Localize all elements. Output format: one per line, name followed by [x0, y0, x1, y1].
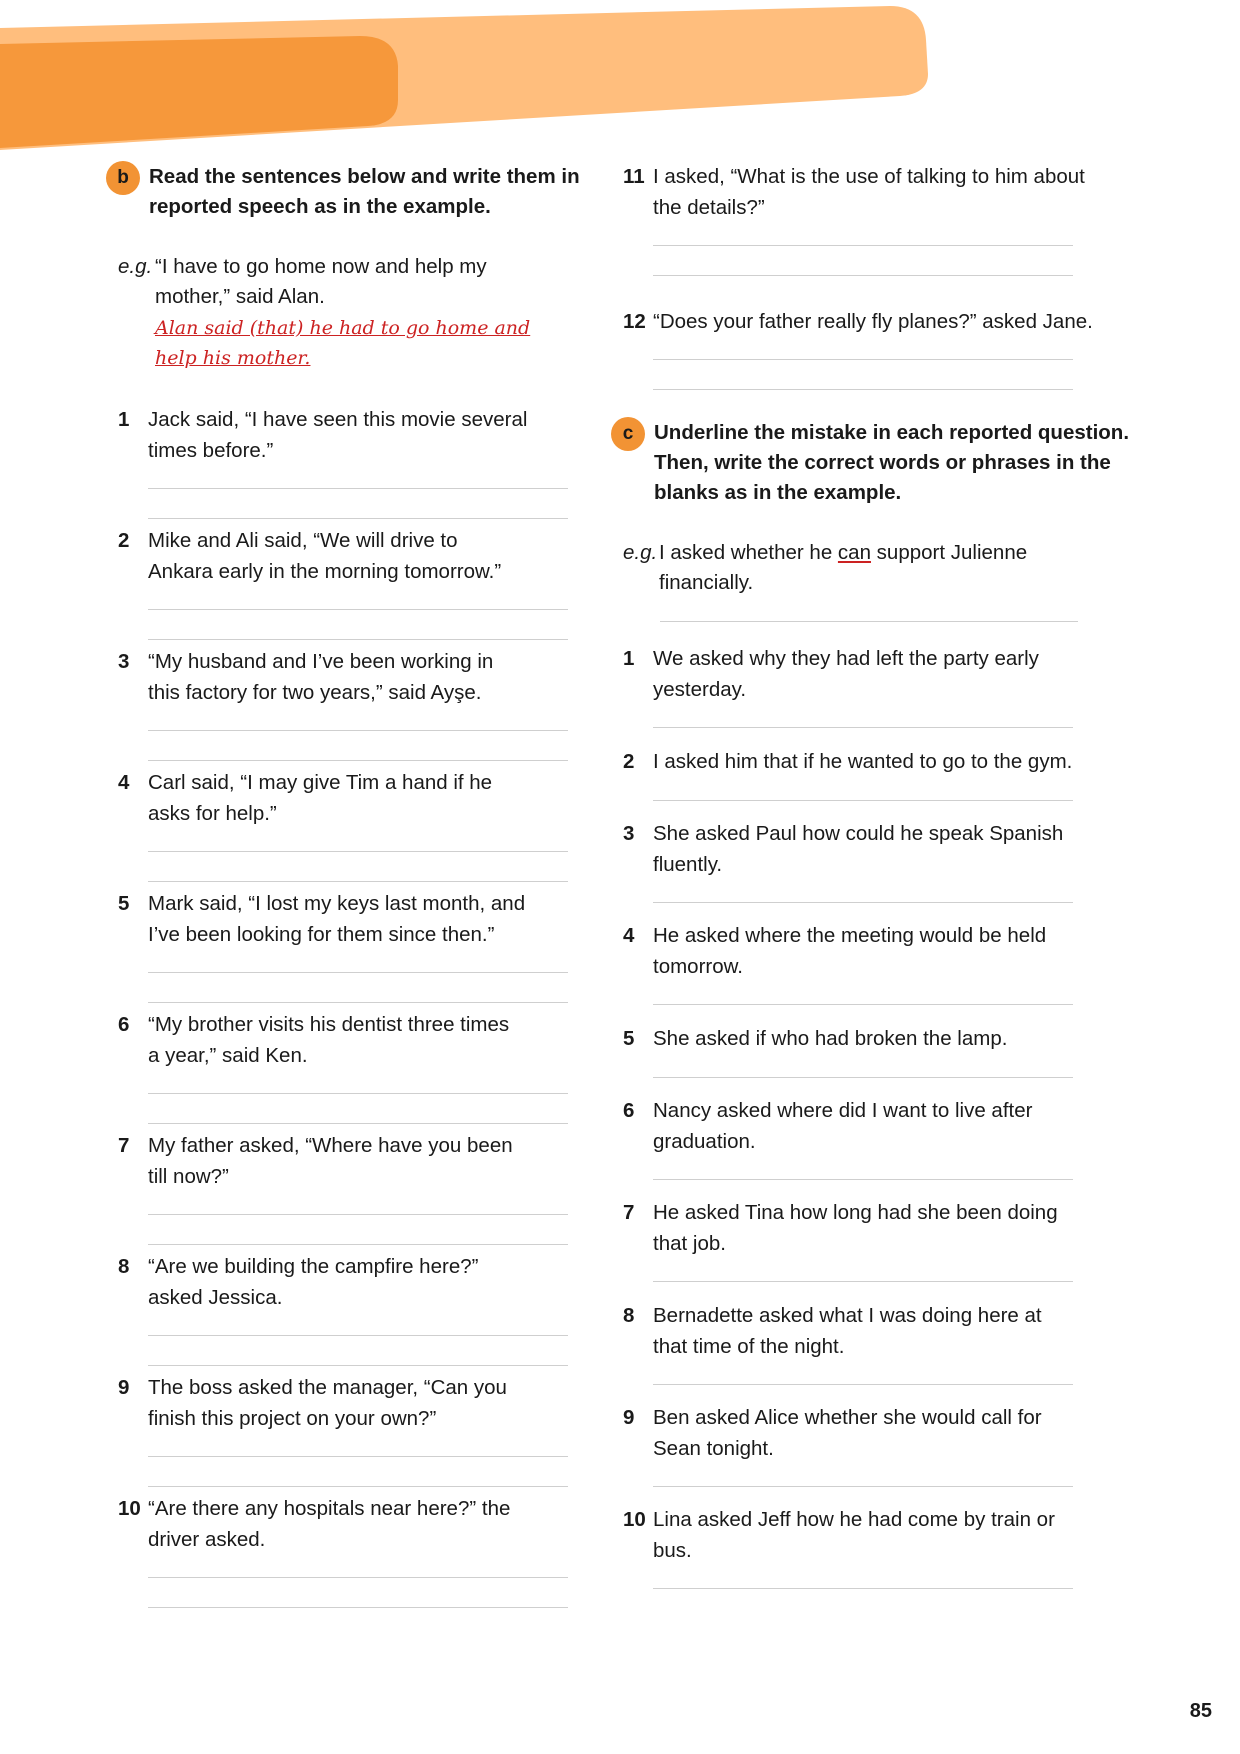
answer-line[interactable] [653, 359, 1073, 360]
question-text-line: My father asked, “Where have you been [148, 1134, 513, 1157]
question-number: 7 [623, 1201, 635, 1224]
answer-line[interactable] [148, 881, 568, 882]
question-number: 1 [118, 408, 130, 431]
question-text-line: till now?” [148, 1164, 229, 1188]
answer-line[interactable] [148, 1244, 568, 1245]
section-c-badge: c [611, 417, 645, 451]
question-text-line: She asked Paul how could he speak Spanish [653, 822, 1064, 845]
question-text-line: She asked if who had broken the lamp. [653, 1027, 1008, 1050]
question-text-line: that time of the night. [653, 1334, 845, 1358]
answer-line[interactable] [148, 1486, 568, 1487]
answer-line[interactable] [653, 1486, 1073, 1487]
question-number: 5 [118, 892, 130, 915]
question-text-line: bus. [653, 1538, 692, 1562]
question-text-line: tomorrow. [653, 954, 743, 978]
answer-line[interactable] [660, 621, 1078, 622]
answer-line[interactable] [653, 275, 1073, 276]
question-text-line: Mark said, “I lost my keys last month, and [148, 892, 526, 915]
question-text-line: asks for help.” [148, 801, 277, 825]
question-number: 5 [623, 1027, 635, 1050]
question-text-line: “Does your father really fly planes?” asked Jane. [653, 310, 1093, 333]
question-text-line: Ankara early in the morning tomorrow.” [148, 559, 502, 583]
answer-line[interactable] [653, 902, 1073, 903]
question-text-line: We asked why they had left the party early [653, 647, 1039, 670]
question-number: 9 [118, 1376, 130, 1399]
question-text-line: The boss asked the manager, “Can you [148, 1376, 507, 1399]
question-number: 8 [623, 1304, 635, 1327]
question-number: 2 [623, 750, 635, 773]
question-text-line: He asked Tina how long had she been doing [653, 1201, 1058, 1224]
question-number: 8 [118, 1255, 130, 1278]
answer-line[interactable] [148, 1577, 568, 1578]
answer-line[interactable] [148, 730, 568, 731]
answer-line[interactable] [653, 727, 1073, 728]
example-answer-line-1: Alan said (that) he had to go home and [155, 317, 531, 339]
question-text-line: graduation. [653, 1129, 756, 1153]
question-number: 3 [623, 822, 635, 845]
question-text-line: finish this project on your own?” [148, 1406, 437, 1430]
example-c-mistake: can [837, 541, 871, 564]
answer-line[interactable] [148, 1335, 568, 1336]
example-c-label: e.g. [623, 541, 658, 564]
section-b-instruction-line-1: Read the sentences below and write them in [149, 165, 580, 188]
example-answer-line-2: help his mother. [155, 347, 311, 369]
question-text-line: Jack said, “I have seen this movie several [148, 408, 528, 431]
question-number: 4 [118, 771, 130, 794]
question-text-line: I asked, “What is the use of talking to him about [653, 165, 1085, 188]
answer-line[interactable] [653, 1179, 1073, 1180]
question-number: 4 [623, 924, 635, 947]
question-number: 2 [118, 529, 130, 552]
answer-line[interactable] [148, 639, 568, 640]
question-number: 12 [623, 310, 646, 333]
question-text-line: Bernadette asked what I was doing here at [653, 1304, 1042, 1327]
banner-dark-stripe [0, 36, 398, 148]
answer-line[interactable] [653, 1384, 1073, 1385]
question-text-line: Carl said, “I may give Tim a hand if he [148, 771, 493, 794]
question-number: 7 [118, 1134, 130, 1157]
question-number: 6 [623, 1099, 635, 1122]
question-text-line: yesterday. [653, 677, 747, 701]
question-number: 11 [623, 165, 645, 188]
question-text-line: “Are we building the campfire here?” [148, 1255, 479, 1278]
section-b-badge: b [106, 161, 140, 195]
question-text-line: I asked him that if he wanted to go to the gym. [653, 750, 1073, 773]
question-text-line: Mike and Ali said, “We will drive to [148, 529, 458, 552]
question-text-line: Nancy asked where did I want to live after [653, 1099, 1033, 1122]
answer-line[interactable] [653, 800, 1073, 801]
answer-line[interactable] [653, 245, 1073, 246]
answer-line[interactable] [148, 518, 568, 519]
answer-line[interactable] [148, 760, 568, 761]
answer-line[interactable] [148, 1214, 568, 1215]
question-text-line: fluently. [653, 852, 723, 876]
answer-line[interactable] [148, 609, 568, 610]
question-text-line: this factory for two years,” said Ayşe. [148, 680, 482, 704]
question-text-line: Sean tonight. [653, 1436, 774, 1460]
answer-line[interactable] [653, 1281, 1073, 1282]
section-c-instruction-line-3: blanks as in the example. [654, 481, 902, 504]
question-number: 10 [623, 1508, 646, 1531]
question-text-line: the details?” [653, 195, 765, 219]
answer-line[interactable] [148, 1365, 568, 1366]
section-b-instruction-line-2: reported speech as in the example. [149, 195, 491, 218]
answer-line[interactable] [653, 1588, 1073, 1589]
question-text-line: Lina asked Jeff how he had come by train or [653, 1508, 1055, 1531]
answer-line[interactable] [148, 1123, 568, 1124]
answer-line[interactable] [148, 488, 568, 489]
question-number: 10 [118, 1497, 141, 1520]
answer-line[interactable] [653, 1004, 1073, 1005]
question-text-line: Ben asked Alice whether she would call for [653, 1406, 1042, 1429]
answer-line[interactable] [148, 972, 568, 973]
answer-line[interactable] [653, 1077, 1073, 1078]
question-text-line: a year,” said Ken. [148, 1043, 308, 1067]
section-c-instruction-line-1: Underline the mistake in each reported question. [654, 421, 1130, 444]
answer-line[interactable] [653, 389, 1073, 390]
question-text-line: I’ve been looking for them since then.” [148, 922, 495, 946]
question-number: 6 [118, 1013, 130, 1036]
question-text-line: “My husband and I’ve been working in [148, 650, 494, 673]
question-text-line: driver asked. [148, 1527, 266, 1551]
question-number: 1 [623, 647, 635, 670]
answer-line[interactable] [148, 1456, 568, 1457]
example-c-line-2: financially. [659, 571, 754, 594]
example-line-1: “I have to go home now and help my [155, 255, 487, 278]
section-c-instruction-line-2: Then, write the correct words or phrases in the [654, 451, 1111, 474]
question-number: 9 [623, 1406, 635, 1429]
question-text-line: times before.” [148, 438, 274, 462]
example-line-2: mother,” said Alan. [155, 285, 325, 308]
page-number: 85 [1189, 1700, 1212, 1722]
header-banner [0, 0, 1240, 160]
question-text-line: “My brother visits his dentist three times [148, 1013, 510, 1036]
question-text-line: asked Jessica. [148, 1285, 283, 1309]
answer-line[interactable] [148, 851, 568, 852]
question-text-line: “Are there any hospitals near here?” the [148, 1497, 511, 1520]
question-text-line: that job. [653, 1231, 726, 1255]
example-label: e.g. [118, 255, 153, 278]
question-number: 3 [118, 650, 130, 673]
example-c-line-1: I asked whether he can support Julienne [659, 541, 1028, 564]
answer-line[interactable] [148, 1607, 568, 1608]
answer-line[interactable] [148, 1093, 568, 1094]
answer-line[interactable] [148, 1002, 568, 1003]
question-text-line: He asked where the meeting would be held [653, 924, 1047, 947]
